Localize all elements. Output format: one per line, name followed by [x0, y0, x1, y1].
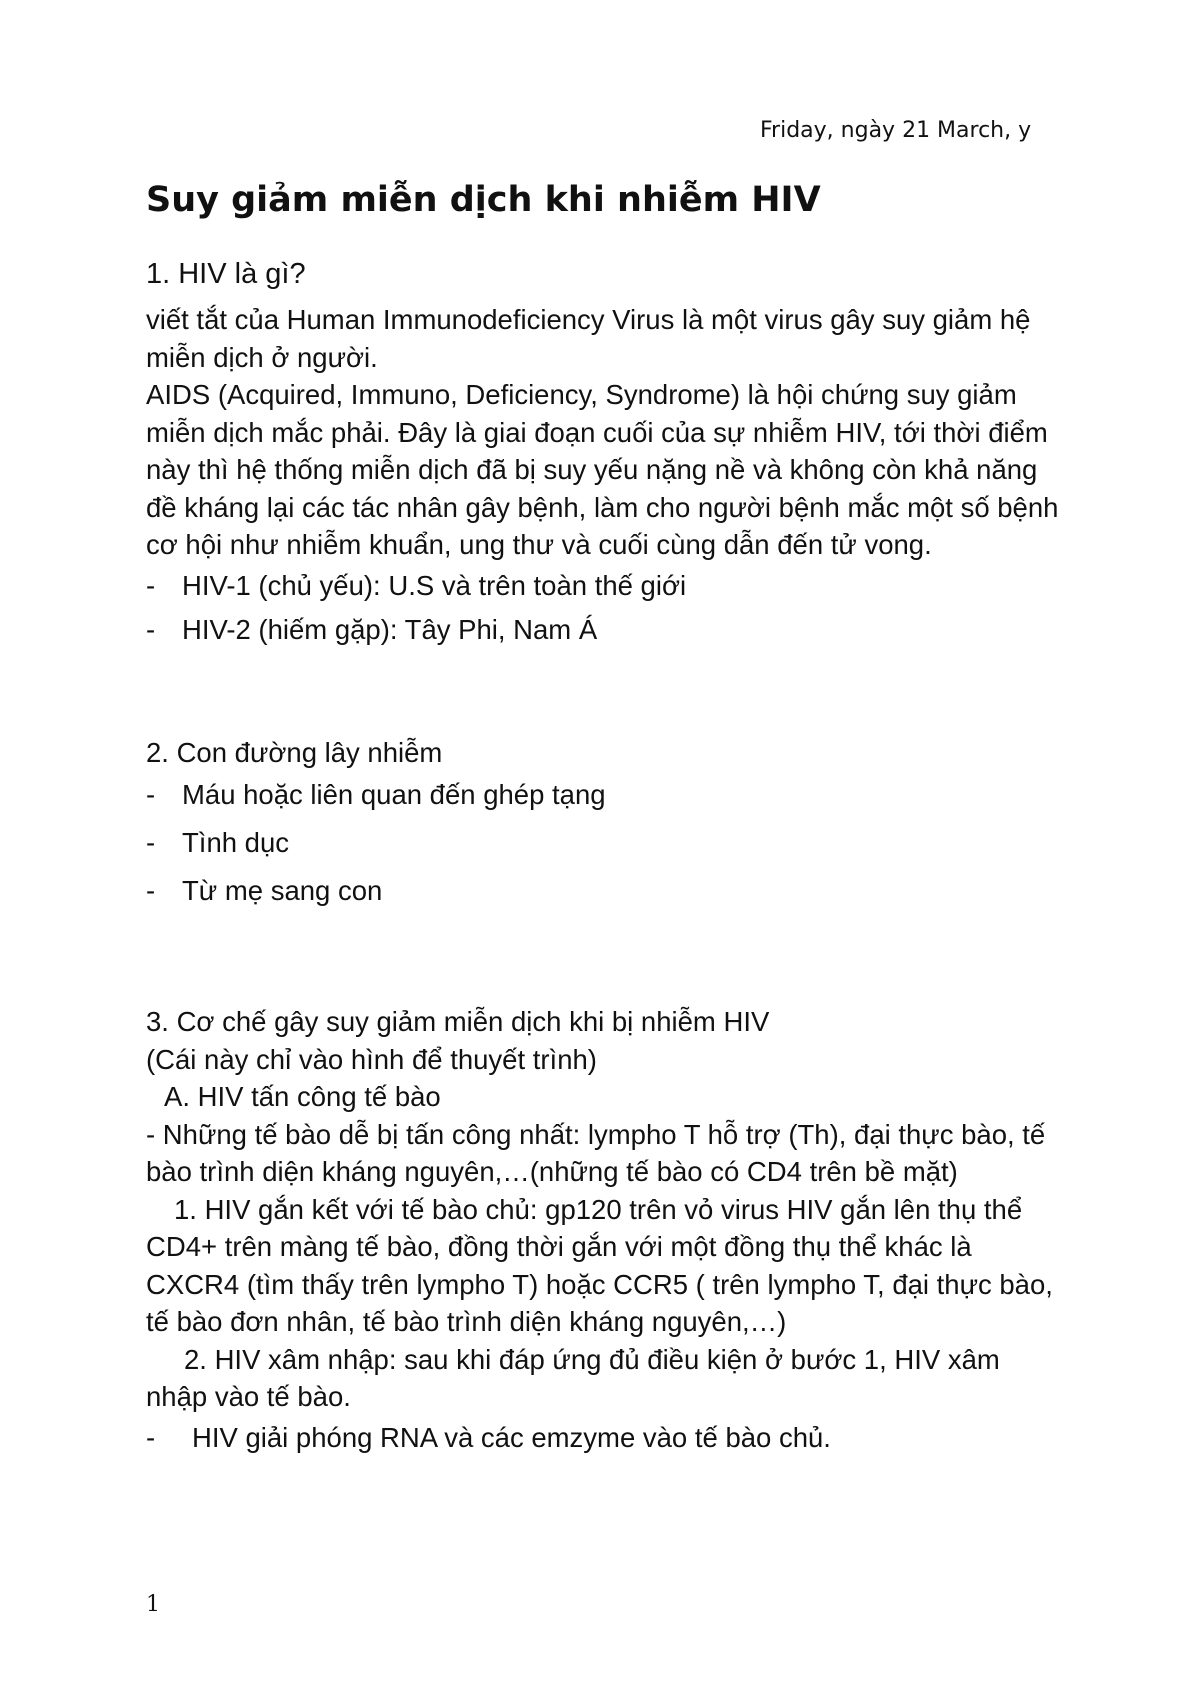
list-item-text: HIV giải phóng RNA và các emzyme vào tế bào chủ. — [192, 1421, 831, 1453]
section-1-heading: 1. HIV là gì? — [146, 258, 306, 290]
section-3-cells-paragraph: - Những tế bào dễ bị tấn công nhất: lympho T hỗ trợ (Th), đại thực bào, tế bào trình diện kháng nguyên,…(những tế bào có CD4 trên bề mặt) — [146, 1118, 1046, 1187]
list-item-text: HIV-2 (hiếm gặp): Tây Phi, Nam Á — [182, 613, 598, 645]
step-1-paragraph — [146, 1191, 1066, 1341]
step-2-paragraph — [146, 1341, 1066, 1416]
list-item: - Tình dục — [146, 819, 1066, 867]
list-item: - HIV-2 (hiếm gặp): Tây Phi, Nam Á — [146, 608, 1066, 652]
document-title: Suy giảm miễn dịch khi nhiễm HIV — [146, 180, 821, 220]
list-item: - HIV giải phóng RNA và các emzyme vào tế bào chủ. — [146, 1416, 1066, 1460]
section-1-paragraph-2: AIDS (Acquired, Immuno, Deficiency, Syndrome) là hội chứng suy giảm miễn dịch mắc phải. Đây là giai đoạn cuối của sự nhiễm HIV, tới thời điểm này thì hệ thống miễn dịch đã bị suy yếu nặng nề và không còn khả năng đề kháng lại các tác nhân gây bệnh, làm cho người bệnh mắc một số bệnh cơ hội như nhiễm khuẩn, ung thư và cuối cùng dẫn đến tử vong. — [146, 379, 1059, 560]
section-3-note: (Cái này chỉ vào hình để thuyết trình) — [146, 1043, 597, 1075]
list-item: - HIV-1 (chủ yếu): U.S và trên toàn thế giới — [146, 564, 1066, 608]
list-item: - Từ mẹ sang con — [146, 867, 1066, 915]
header-date: Friday, ngày 21 March, y — [760, 118, 1032, 143]
section-3-heading: 3. Cơ chế gây suy giảm miễn dịch khi bị nhiễm HIV — [146, 1006, 770, 1037]
step-2-text: 2. HIV xâm nhập: sau khi đáp ứng đủ điều kiện ở bước 1, HIV xâm nhập vào tế bào. — [146, 1343, 1000, 1412]
list-item-text: Máu hoặc liên quan đến ghép tạng — [182, 779, 606, 810]
section-1-paragraph-1: viết tắt của Human Immunodeficiency Virus là một virus gây suy giảm hệ miễn dịch ở người. — [146, 304, 1031, 373]
page-number: 1 — [146, 1592, 160, 1617]
step-1-text: 1. HIV gắn kết với tế bào chủ: gp120 trên vỏ virus HIV gắn lên thụ thể CD4+ trên màng tế bào, đồng thời gắn với một đồng thụ thể khác là CXCR4 (tìm thấy trên lympho T) hoặc CCR5 ( trên lympho T, đại thực bào, tế bào đơn nhân, tế bào trình diện kháng nguyên,…) — [146, 1193, 1053, 1337]
section-2-heading: 2. Con đường lây nhiễm — [146, 736, 443, 768]
document-body — [146, 254, 1066, 1460]
list-item: - Máu hoặc liên quan đến ghép tạng — [146, 771, 1066, 819]
section-3a-heading: A. HIV tấn công tế bào — [164, 1081, 441, 1112]
list-item-text: HIV-1 (chủ yếu): U.S và trên toàn thế giới — [182, 569, 687, 601]
list-item-text: Từ mẹ sang con — [182, 875, 383, 906]
list-item-text: Tình dục — [182, 827, 290, 858]
